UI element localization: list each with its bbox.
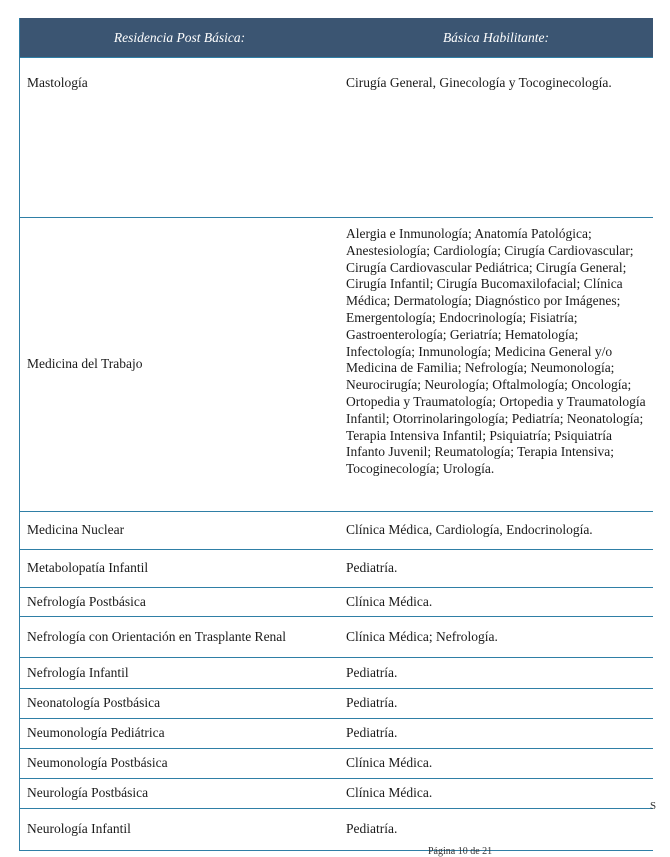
table-row [20,218,653,512]
table-row [20,617,653,658]
cell-basica: Clínica Médica; Nefrología. [346,628,498,644]
margin-mark: S [650,800,657,812]
cell-basica: Pediatría. [346,664,398,680]
table-row [20,809,653,851]
cell-residencia: Nefrología Postbásica [27,593,146,609]
cell-basica: Pediatría. [346,821,398,837]
cell-basica: Cirugía General, Ginecología y Tocoginecología. [346,75,612,90]
cell-residencia: Mastología [27,75,88,90]
header-residencia-post-basica: Residencia Post Básica: [113,29,246,45]
cell-basica: Pediatría. [346,560,398,576]
table-row [20,658,653,689]
cell-residencia: Metabolopatía Infantil [27,560,149,576]
cell-residencia: Neumonología Pediátrica [27,725,165,741]
cell-residencia: Neurología Postbásica [27,785,149,801]
table-row [20,719,653,749]
table-row [20,512,653,550]
header-basica-habilitante: Básica Habilitante: [442,29,550,45]
cell-basica: Clínica Médica. [346,755,433,771]
table-header [20,18,653,57]
cell-residencia: Medicina Nuclear [27,522,125,538]
table-row [20,57,653,218]
cell-residencia: Neonatología Postbásica [27,695,161,711]
cell-residencia: Nefrología con Orientación en Trasplante Renal [27,628,287,644]
cell-residencia: Nefrología Infantil [27,664,129,680]
cell-basica: Clínica Médica. [346,593,433,609]
cell-basica: Pediatría. [346,725,398,741]
table-row [20,749,653,779]
cell-basica: Pediatría. [346,695,398,711]
cell-residencia: Neumonología Postbásica [27,755,168,771]
cell-residencia: Neurología Infantil [27,821,131,837]
cell-basica: Alergia e Inmunología; Anatomía Patológica; Anestesiología; Cardiología; Cirugía Cardiovascular; Cirugía Cardiovascular Pediátrica; Cirugía General; Cirugía Infantil; Cirugía Bucomaxilofacial; Clínica Médica; Dermatología; Diagnóstico por Imágenes; Emergentología; Endocrinología; Fisiatría; Gastroenterología; Geriatría; Hematología; Infectología; Inmunología; Medicina General y/o Medicina de Familia; Nefrología; Neumonología; Neurocirugía; Neurología; Oftalmología; Oncología; Ortopedia y Traumatología; Ortopedia y Traumatología Infantil; Otorrinolaringología; Pediatría; Neonatología; Terapia Intensiva Infantil; Psiquiatría; Psiquiatría Infanto Juvenil; Reumatología; Terapia Intensiva; Tocoginecología; Urología. [346,226,646,477]
cell-basica: Clínica Médica. [346,785,433,801]
table-row [20,550,653,588]
residencias-table [19,18,653,851]
table-row [20,588,653,617]
cell-residencia: Medicina del Trabajo [27,356,143,372]
table-row [20,779,653,809]
cell-basica: Clínica Médica, Cardiología, Endocrinología. [346,522,593,538]
page-footer: Página 10 de 21 [428,846,493,857]
table-row [20,689,653,719]
